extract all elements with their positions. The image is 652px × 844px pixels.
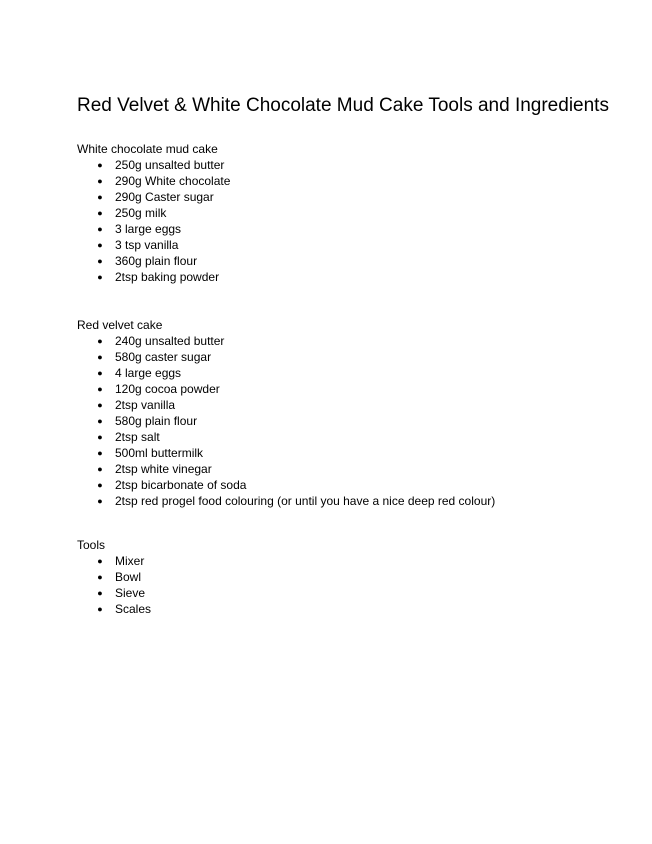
- section-heading: Tools: [77, 538, 106, 552]
- list-item-text: 250g unsalted butter: [115, 158, 225, 172]
- list-item-text: 2tsp salt: [115, 430, 160, 444]
- list-item-text: 290g Caster sugar: [115, 190, 214, 204]
- bullet-icon: ●: [97, 572, 103, 582]
- list-item-text: 3 tsp vanilla: [115, 238, 179, 252]
- bullet-icon: ●: [97, 384, 103, 394]
- bullet-icon: ●: [97, 480, 103, 490]
- list-item: [77, 397, 637, 413]
- bullet-icon: ●: [97, 368, 103, 378]
- list-item: [77, 477, 637, 493]
- red-velvet-cake-section: [77, 317, 637, 509]
- list-item-text: 360g plain flour: [115, 254, 198, 268]
- tools-section: [77, 537, 637, 617]
- bullet-icon: ●: [97, 496, 103, 506]
- list-item: [77, 173, 637, 189]
- bullet-icon: ●: [97, 400, 103, 410]
- list-item-text: 2tsp red progel food colouring (or until you have a nice deep red colour): [115, 494, 496, 508]
- list-item: [77, 221, 637, 237]
- page-title: Red Velvet & White Chocolate Mud Cake Tools and Ingredients: [77, 95, 609, 116]
- bullet-icon: ●: [97, 352, 103, 362]
- list-item: [77, 601, 637, 617]
- bullet-icon: ●: [97, 464, 103, 474]
- list-item: [77, 237, 637, 253]
- bullet-icon: ●: [97, 192, 103, 202]
- list-item: [77, 413, 637, 429]
- list-item: [77, 205, 637, 221]
- list-item: [77, 269, 637, 285]
- list-item: [77, 493, 637, 509]
- list-item: [77, 461, 637, 477]
- list-item: [77, 349, 637, 365]
- bullet-icon: ●: [97, 240, 103, 250]
- list-item: [77, 553, 637, 569]
- bullet-icon: ●: [97, 208, 103, 218]
- list-item-text: 250g milk: [115, 206, 167, 220]
- list-item-text: 3 large eggs: [115, 222, 182, 236]
- list-item-text: 2tsp white vinegar: [115, 462, 212, 476]
- white-chocolate-mud-cake-section: [77, 141, 637, 285]
- bullet-icon: ●: [97, 588, 103, 598]
- list-item-text: 120g cocoa powder: [115, 382, 220, 396]
- tools-list: [77, 553, 637, 617]
- list-item-text: 2tsp vanilla: [115, 398, 176, 412]
- list-item: [77, 189, 637, 205]
- section-heading: White chocolate mud cake: [77, 142, 218, 156]
- list-item: [77, 253, 637, 269]
- bullet-icon: ●: [97, 556, 103, 566]
- list-item-text: 500ml buttermilk: [115, 446, 204, 460]
- section-heading: Red velvet cake: [77, 318, 163, 332]
- list-item-text: 240g unsalted butter: [115, 334, 225, 348]
- list-item: [77, 365, 637, 381]
- list-item: [77, 569, 637, 585]
- bullet-icon: ●: [97, 604, 103, 614]
- bullet-icon: ●: [97, 176, 103, 186]
- bullet-icon: ●: [97, 272, 103, 282]
- bullet-icon: ●: [97, 336, 103, 346]
- list-item: [77, 585, 637, 601]
- list-item: [77, 429, 637, 445]
- bullet-icon: ●: [97, 224, 103, 234]
- ingredient-list: [77, 333, 637, 509]
- list-item-text: 2tsp baking powder: [115, 270, 220, 284]
- list-item: [77, 381, 637, 397]
- list-item-text: Sieve: [115, 586, 146, 600]
- bullet-icon: ●: [97, 256, 103, 266]
- list-item: [77, 333, 637, 349]
- bullet-icon: ●: [97, 432, 103, 442]
- list-item-text: Mixer: [115, 554, 145, 568]
- ingredient-list: [77, 157, 637, 285]
- list-item: [77, 445, 637, 461]
- bullet-icon: ●: [97, 160, 103, 170]
- list-item-text: 4 large eggs: [115, 366, 182, 380]
- bullet-icon: ●: [97, 416, 103, 426]
- list-item-text: 580g caster sugar: [115, 350, 212, 364]
- list-item-text: 580g plain flour: [115, 414, 198, 428]
- list-item-text: 2tsp bicarbonate of soda: [115, 478, 247, 492]
- bullet-icon: ●: [97, 448, 103, 458]
- list-item-text: Scales: [115, 602, 152, 616]
- list-item-text: Bowl: [115, 570, 142, 584]
- list-item: [77, 157, 637, 173]
- list-item-text: 290g White chocolate: [115, 174, 231, 188]
